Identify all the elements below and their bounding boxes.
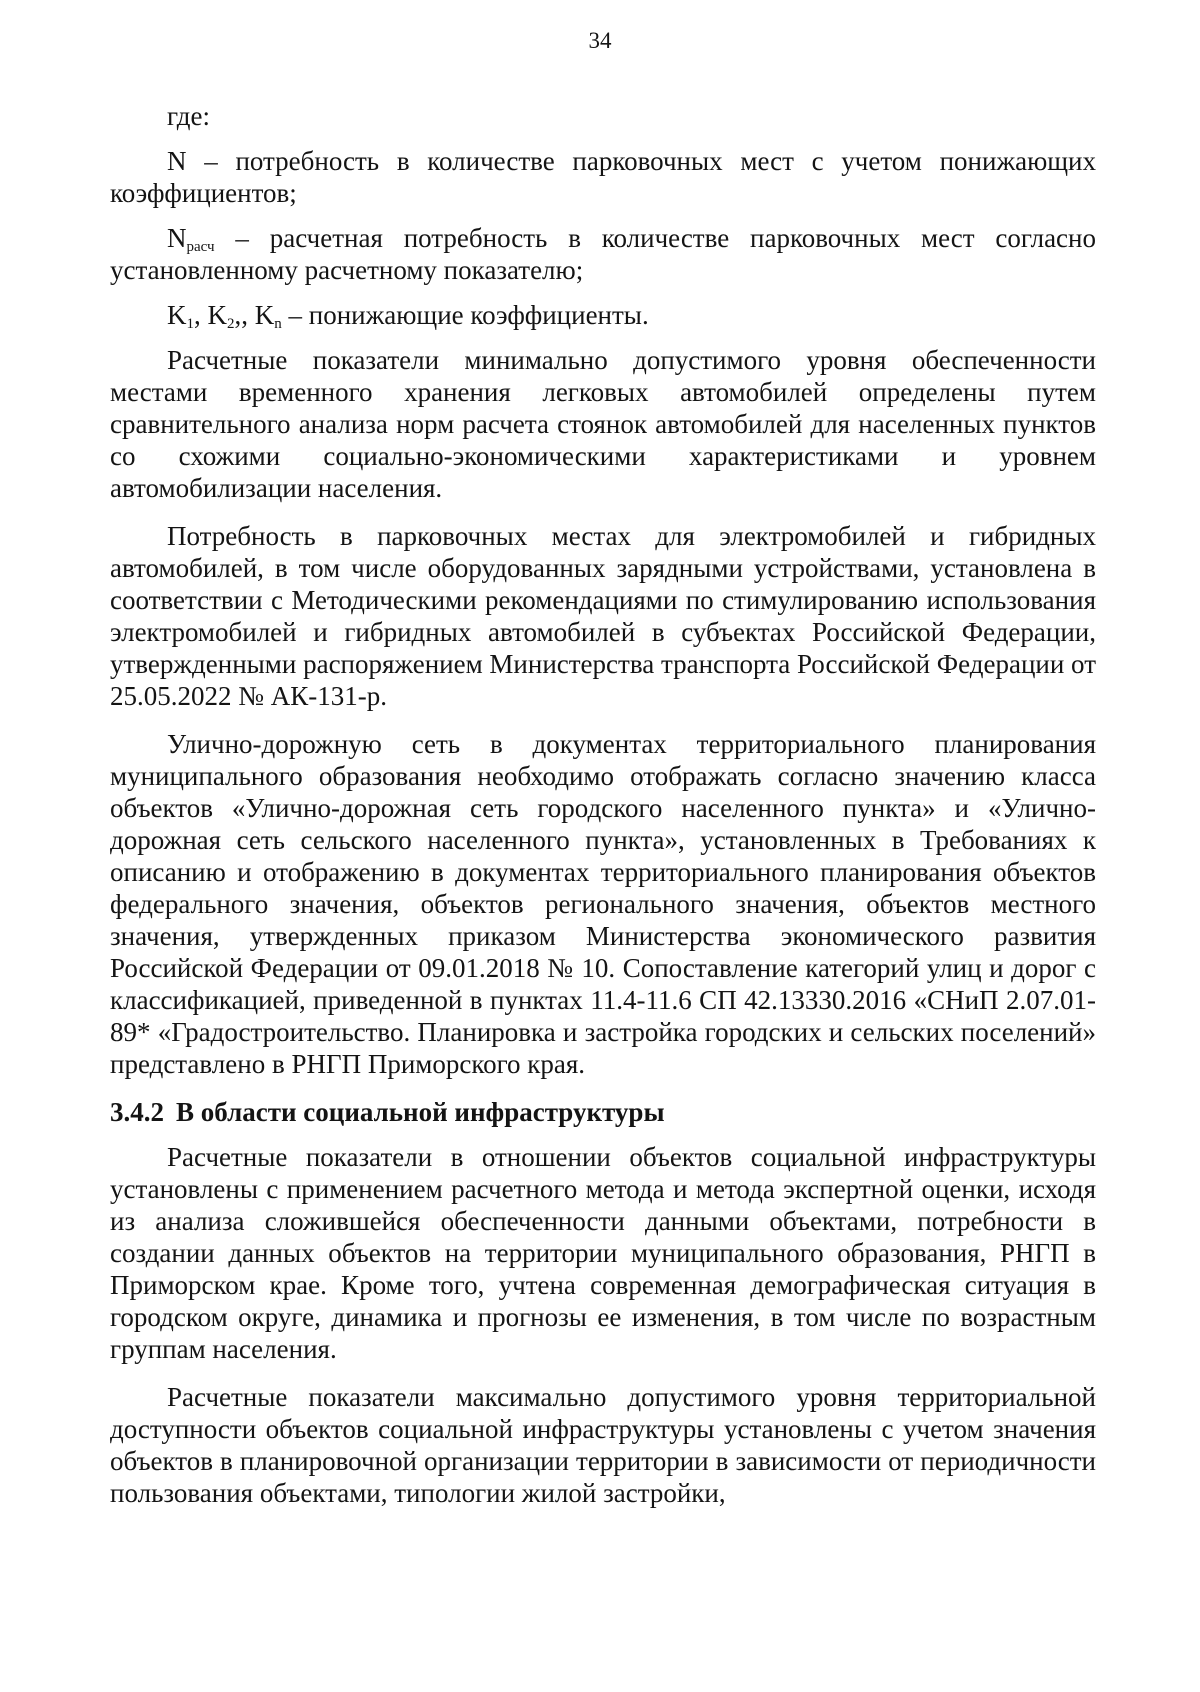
paragraph-5: Расчетные показатели максимально допустимого уровня территориальной доступности объектов социальной инфраструктуры установлены с учетом значения объектов в планировочной организации территории в зависимости от периодичности пользования объектами, типологии жилой застройки,	[110, 1382, 1096, 1508]
symbol-k1: K	[167, 300, 187, 330]
subscript-rasch: расч	[186, 239, 215, 255]
subscript-2: 2	[227, 316, 235, 332]
paragraph-2: Потребность в парковочных местах для электромобилей и гибридных автомобилей, в том числе оборудованных зарядными устройствами, установлена в соответствии с Методическими рекомендациями по стимулированию использования электромобилей и гибридных автомобилей в субъектах Российской Федерации, утвержденными распоряжением Министерства транспорта Российской Федерации от 25.05.2022 № АК-131-р.	[110, 521, 1096, 711]
separator-2: ,,	[234, 300, 255, 330]
definition-k	[110, 299, 1096, 331]
page-content	[110, 100, 1096, 1509]
paragraph-3: Улично-дорожную сеть в документах территориального планирования муниципального образования необходимо отображать согласно значению класса объектов «Улично-дорожная сеть городского населенного пункта» и «Улично-дорожная сеть сельского населенного пункта», установленных в Требованиях к описанию и отображению в документах территориального планирования объектов федерального значения, объектов регионального значения, объектов местного значения, утвержденных приказом Министерства экономического развития Российской Федерации от 09.01.2018 № 10. Сопоставление категорий улиц и дорог с классификацией, приведенной в пунктах 11.4-11.6 СП 42.13330.2016 «СНиП 2.07.01-89* «Градостроительство. Планировка и застройка городских и сельских поселений» представлено в РНГП Приморского края.	[110, 729, 1096, 1079]
page-number: 34	[588, 28, 612, 53]
subscript-n: n	[274, 316, 282, 332]
paragraph-1: Расчетные показатели минимально допустимого уровня обеспеченности местами временного хранения легковых автомобилей определены путем сравнительного анализа норм расчета стоянок автомобилей для населенных пунктов со схожими социально-экономическими характеристиками и уровнем автомобилизации населения.	[110, 345, 1096, 503]
section-title: В области социальной инфраструктуры	[176, 1097, 665, 1127]
paragraph-4: Расчетные показатели в отношении объектов социальной инфраструктуры установлены с применением расчетного метода и метода экспертной оценки, исходя из анализа сложившейся обеспеченности данными объектами, потребности в создании данных объектов на территории муниципального образования, РНГП в Приморском крае. Кроме того, учтена современная демографическая ситуация в городском округе, динамика и прогнозы ее изменения, в том числе по возрастным группам населения.	[110, 1142, 1096, 1364]
symbol-k2: K	[207, 300, 227, 330]
intro-where: где:	[167, 101, 210, 131]
symbol-n-rasch: N	[167, 223, 187, 253]
definition-n-rasch	[110, 222, 1096, 286]
definition-k-text: – понижающие коэффициенты.	[281, 300, 649, 330]
definition-n-text: – потребность в количестве парковочных мест с учетом понижающих коэффициентов;	[110, 146, 1096, 208]
section-heading	[110, 1096, 1096, 1128]
subscript-1: 1	[186, 316, 194, 332]
separator-1: ,	[194, 300, 208, 330]
definition-n-rasch-text: – расчетная потребность в количестве парковочных мест согласно установленному расчетному показателю;	[110, 223, 1096, 285]
symbol-n: N	[167, 146, 187, 176]
symbol-kn: K	[254, 300, 275, 330]
section-number: 3.4.2	[110, 1097, 164, 1127]
definition-n	[110, 145, 1096, 209]
